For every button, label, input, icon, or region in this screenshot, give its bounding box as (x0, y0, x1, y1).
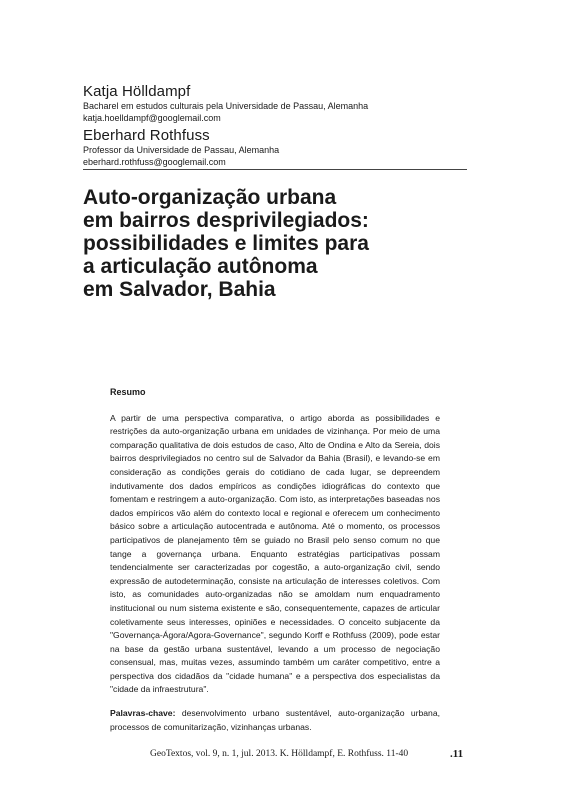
abstract (110, 386, 440, 734)
author-block (83, 83, 467, 124)
keywords-label: Palavras-chave: (110, 708, 176, 719)
author-email: eberhard.rothfuss@googlemail.com (83, 157, 226, 167)
author-block (83, 127, 467, 168)
author-list (83, 83, 467, 168)
keywords-text: desenvolvimento urbano sustentável, auto-organização urbana, processos de comunitarização, vizinhanças urbanas. (110, 708, 440, 732)
author-email: katja.hoelldampf@googlemail.com (83, 113, 221, 123)
divider (83, 169, 467, 170)
title-line: Auto-organização urbana (83, 186, 337, 209)
author-affiliation: Professor da Universidade de Passau, Alemanha (83, 145, 280, 155)
title-line: a articulação autônoma (83, 255, 318, 278)
author-affiliation: Bacharel em estudos culturais pela Universidade de Passau, Alemanha (83, 101, 369, 111)
title-line: em Salvador, Bahia (83, 278, 276, 301)
author-name: Eberhard Rothfuss (83, 127, 210, 144)
title-line: possibilidades e limites para (83, 232, 369, 255)
title-line: em bairros desprivilegiados: (83, 209, 369, 232)
author-name: Katja Hölldampf (83, 83, 191, 100)
article-title (83, 186, 483, 301)
footer-citation: GeoTextos, vol. 9, n. 1, jul. 2013. K. Hölldampf, E. Rothfuss. 11-40 (150, 749, 409, 759)
page-number: .11 (450, 748, 464, 760)
abstract-body: A partir de uma perspectiva comparativa, o artigo aborda as possibilidades e restrições da auto-organização urbana em unidades de vizinhança. Por meio de uma comparação qualitativa de dois estudos de caso, Alto de Ondina e Alto da Sereia, dois bairros desprivilegiados no centro sul de Salvador da Bahia (Brasil), e levando-se em consideração as condições gerais do cotidiano de cada lugar, se depreendem indutivamente dos dados empíricos as condições idiográficas do contexto que fomentam e restringem a auto-organização. Com isto, as interpretações baseadas nos dados empíricos vão além do contexto local e regional e oferecem um conhecimento básico sobre a articulação autocentrada e autônoma. Até o momento, os processos participativos de planejamento têm se guiado no Brasil pelo senso comum no que tange a governança urbana. Enquanto estratégias participativas possam tendencialmente ser caracterizadas por cogestão, a auto-organização civil, sendo expressão de autodeterminação, consiste na articulação de interesses coletivos. Com isto, as comunidades auto-organizadas não se amoldam num enquadramento institucional ou num sistema existente e são, consequentemente, capazes de articular coletivamente seus interesses, opiniões e necessidades. O conceito subjacente da "Governança-Ágora/Agora-Governance", segundo Korff e Rothfuss (2009), pode estar na base da gestão urbana sustentável, levando a um processo de negociação consensual, mas, muitas vezes, assumindo também um caráter competitivo, entre a perspectiva dos cidadãos da "cidade humana" e a perspectiva dos especialistas da "cidade da infraestrutura". (110, 412, 440, 695)
keywords (110, 707, 440, 734)
abstract-heading: Resumo (110, 387, 146, 397)
